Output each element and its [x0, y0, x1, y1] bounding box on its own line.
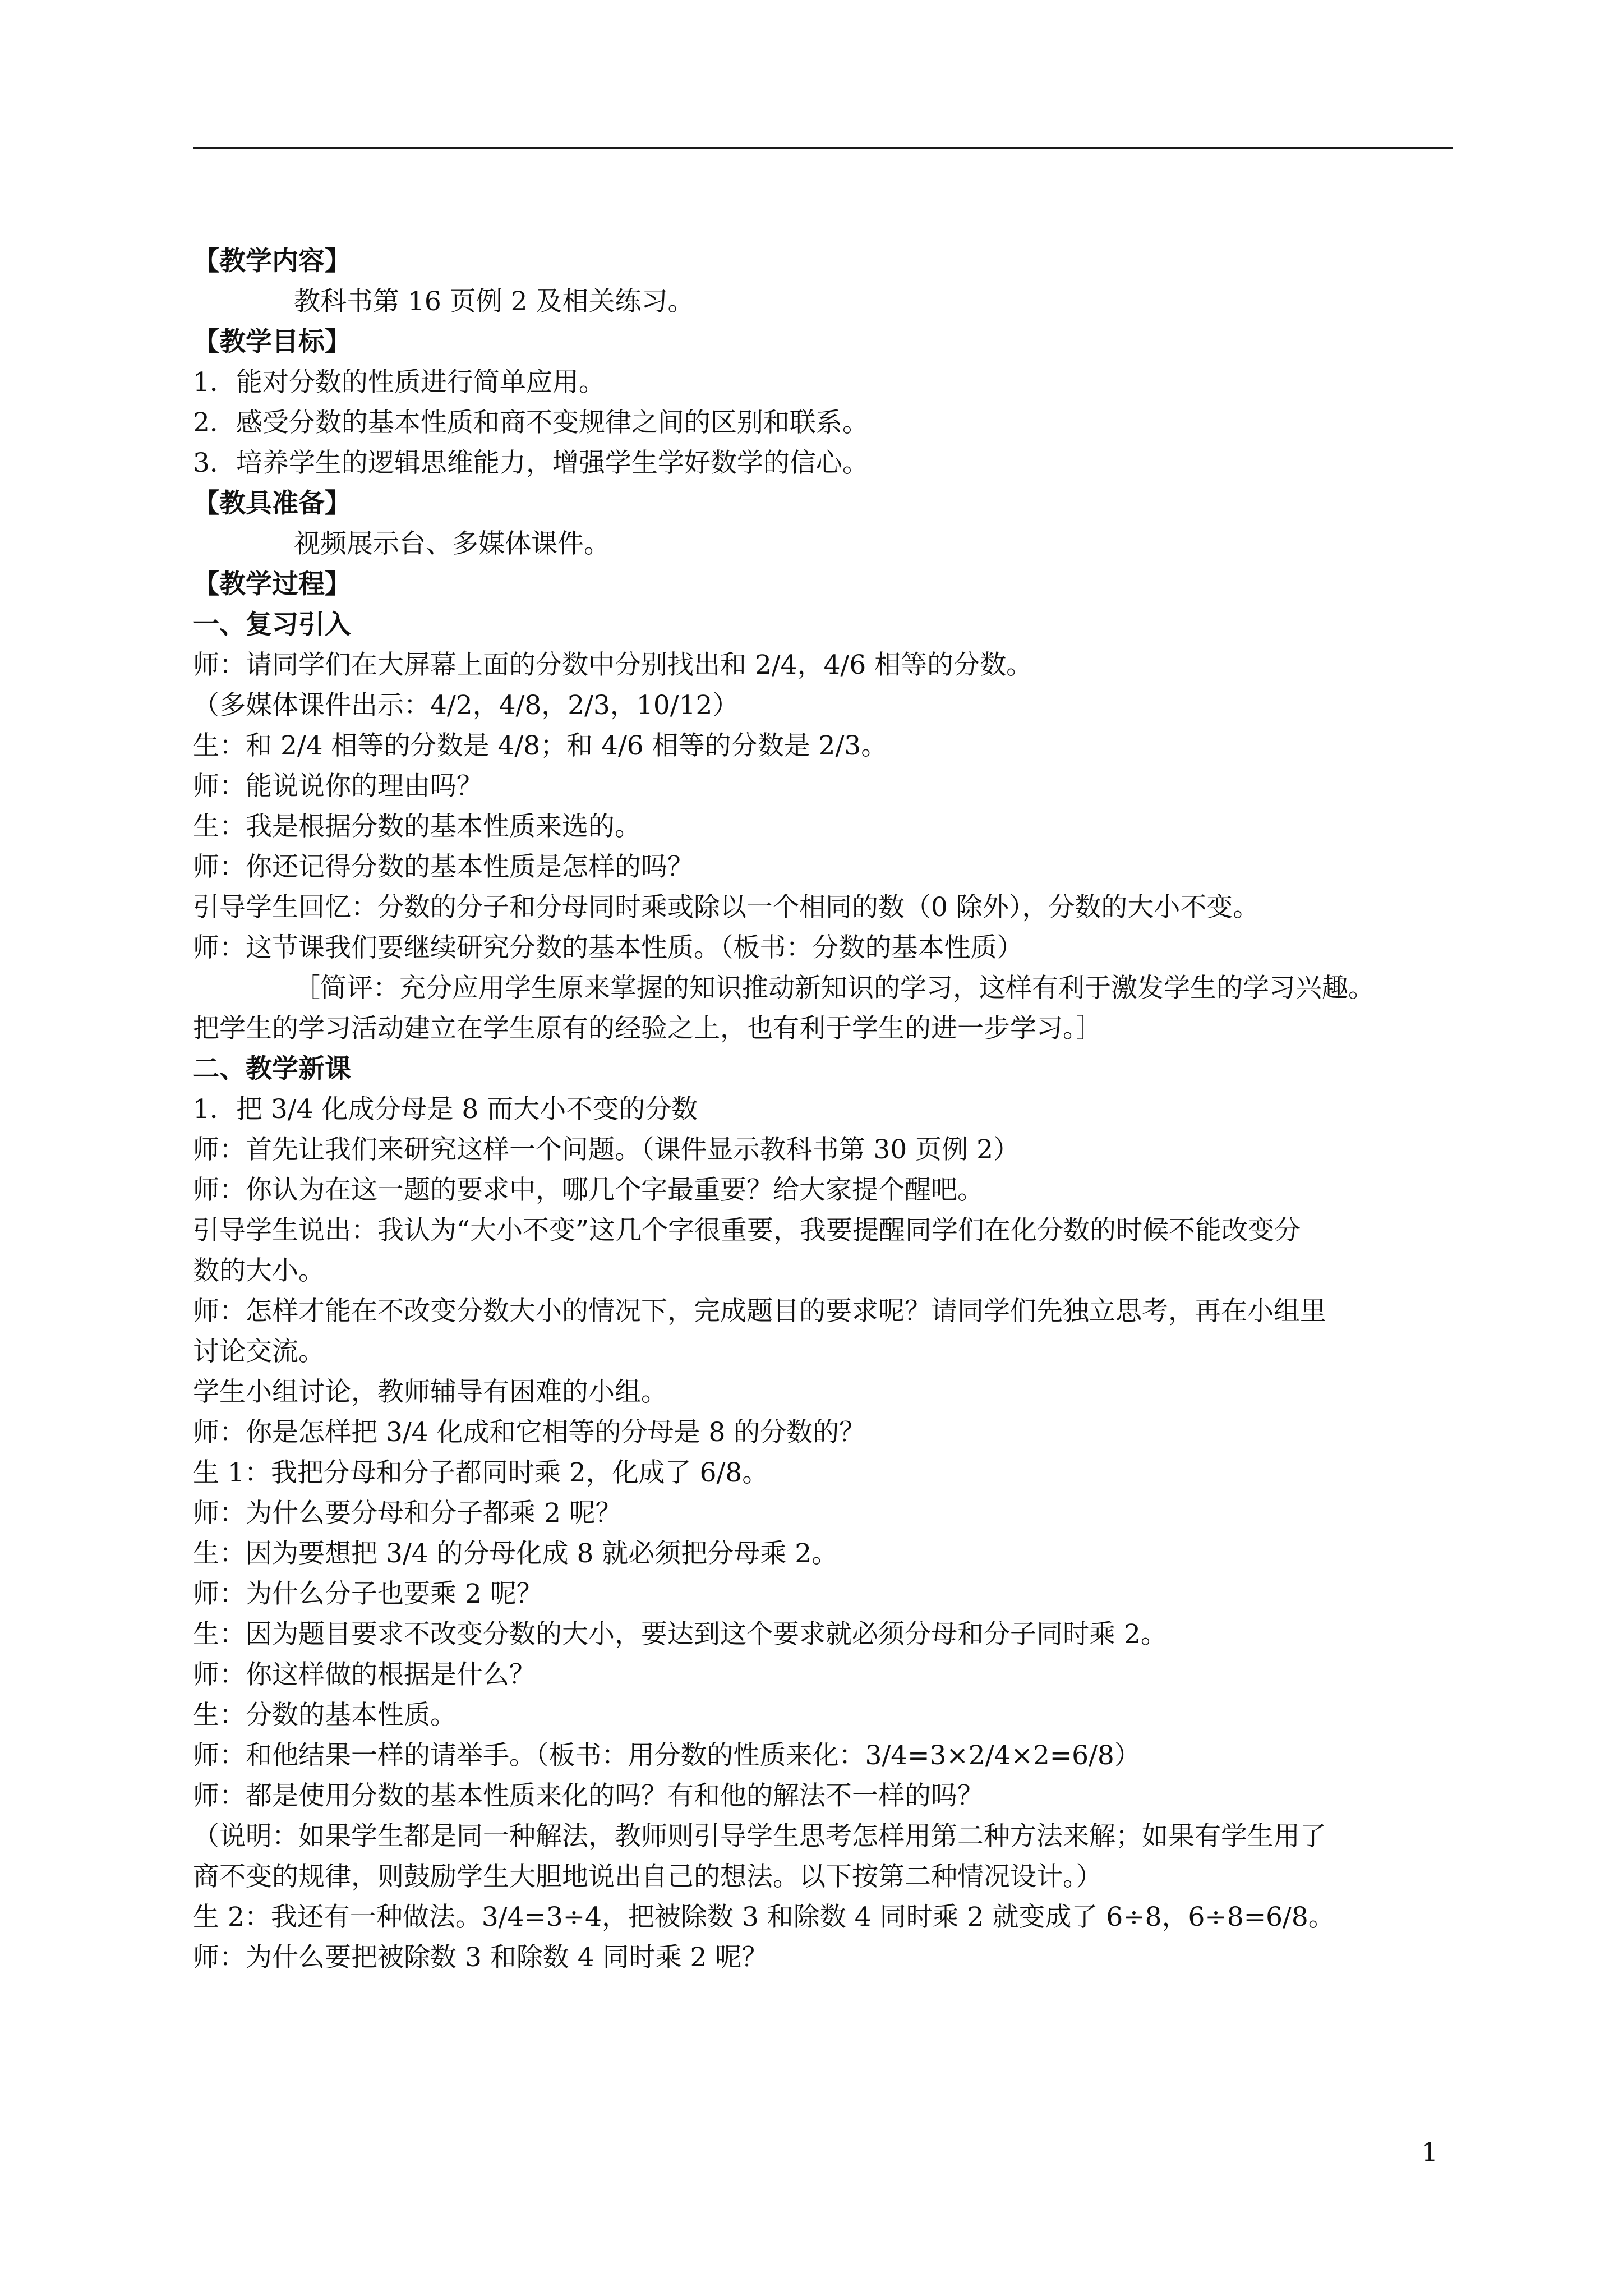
section-heading: 二、教学新课	[193, 1053, 351, 1084]
text-line: 学生小组讨论，教师辅导有困难的小组。	[193, 1377, 667, 1407]
text-line: （多媒体课件出示：4/2，4/8，2/3，10/12）	[193, 690, 739, 721]
text-line: 生：因为题目要求不改变分数的大小，要达到这个要求就必须分母和分子同时乘 2。	[193, 1619, 1167, 1650]
text-line: 1．把 3/4 化成分母是 8 而大小不变的分数	[193, 1094, 698, 1125]
header-rule	[193, 147, 1453, 149]
text-line: 引导学生说出：我认为“大小不变”这几个字很重要，我要提醒同学们在化分数的时候不能改变分	[193, 1215, 1301, 1246]
text-line: 生：因为要想把 3/4 的分母化成 8 就必须把分母乘 2。	[193, 1538, 838, 1569]
text-line: 1．能对分数的性质进行简单应用。	[193, 367, 605, 398]
text-line: 师：这节课我们要继续研究分数的基本性质。（板书：分数的基本性质）	[193, 932, 1023, 963]
text-line: 师：你这样做的根据是什么？	[193, 1659, 536, 1690]
text-line: 数的大小。	[193, 1255, 325, 1286]
text-line: 教科书第 16 页例 2 及相关练习。	[294, 286, 694, 317]
text-line: 生 2：我还有一种做法。3/4=3÷4，把被除数 3 和除数 4 同时乘 2 就变成了 6÷8，6÷8=6/8。	[193, 1902, 1335, 1932]
text-line: 生：我是根据分数的基本性质来选的。	[193, 811, 641, 842]
text-line: 把学生的学习活动建立在学生原有的经验之上，也有利于学生的进一步学习。］	[193, 1013, 1103, 1044]
text-line: 师：你还记得分数的基本性质是怎样的吗？	[193, 852, 694, 882]
text-line: 生 1：我把分母和分子都同时乘 2，化成了 6/8。	[193, 1457, 769, 1488]
text-line: ［简评：充分应用学生原来掌握的知识推动新知识的学习，这样有利于激发学生的学习兴趣。	[294, 973, 1375, 1004]
text-line: 师：为什么要分母和分子都乘 2 呢？	[193, 1498, 622, 1529]
section-heading: 【教学目标】	[193, 326, 351, 357]
section-heading: 【教学过程】	[193, 569, 351, 600]
document-body	[193, 241, 1453, 1978]
text-line: 师：请同学们在大屏幕上面的分数中分别找出和 2/4，4/6 相等的分数。	[193, 650, 1033, 680]
text-line: 师：你是怎样把 3/4 化成和它相等的分母是 8 的分数的？	[193, 1417, 866, 1448]
text-line: 商不变的规律，则鼓励学生大胆地说出自己的想法。以下按第二种情况设计。）	[193, 1861, 1103, 1892]
text-line: 师：怎样才能在不改变分数大小的情况下，完成题目的要求呢？请同学们先独立思考，再在小组里	[193, 1296, 1326, 1327]
text-line: 2．感受分数的基本性质和商不变规律之间的区别和联系。	[193, 407, 869, 438]
text-line: 师：都是使用分数的基本性质来化的吗？有和他的解法不一样的吗？	[193, 1780, 984, 1811]
section-heading: 【教学内容】	[193, 246, 351, 277]
text-line: 师：为什么要把被除数 3 和除数 4 同时乘 2 呢？	[193, 1942, 768, 1973]
text-line: 3．培养学生的逻辑思维能力，增强学生学好数学的信心。	[193, 448, 869, 478]
text-line: 师：你认为在这一题的要求中，哪几个字最重要？给大家提个醒吧。	[193, 1175, 984, 1205]
text-line: 引导学生回忆：分数的分子和分母同时乘或除以一个相同的数（0 除外），分数的大小不变。	[193, 892, 1260, 923]
text-line: 讨论交流。	[193, 1336, 325, 1367]
text-line: 生：分数的基本性质。	[193, 1700, 457, 1731]
text-line: 视频展示台、多媒体课件。	[294, 528, 610, 559]
text-line: 师：为什么分子也要乘 2 呢？	[193, 1579, 543, 1609]
text-line: 师：和他结果一样的请举手。（板书：用分数的性质来化：3/4=3×2/4×2=6/8）	[193, 1740, 1141, 1771]
text-line: 师：能说说你的理由吗？	[193, 771, 483, 802]
text-line: （说明：如果学生都是同一种解法，教师则引导学生思考怎样用第二种方法来解；如果有学生用了	[193, 1821, 1326, 1852]
section-heading: 一、复习引入	[193, 609, 351, 640]
text-line: 生：和 2/4 相等的分数是 4/8；和 4/6 相等的分数是 2/3。	[193, 730, 888, 761]
page-number: 1	[1421, 2137, 1438, 2167]
text-line: 师：首先让我们来研究这样一个问题。（课件显示教科书第 30 页例 2）	[193, 1134, 1020, 1165]
section-heading: 【教具准备】	[193, 488, 351, 519]
